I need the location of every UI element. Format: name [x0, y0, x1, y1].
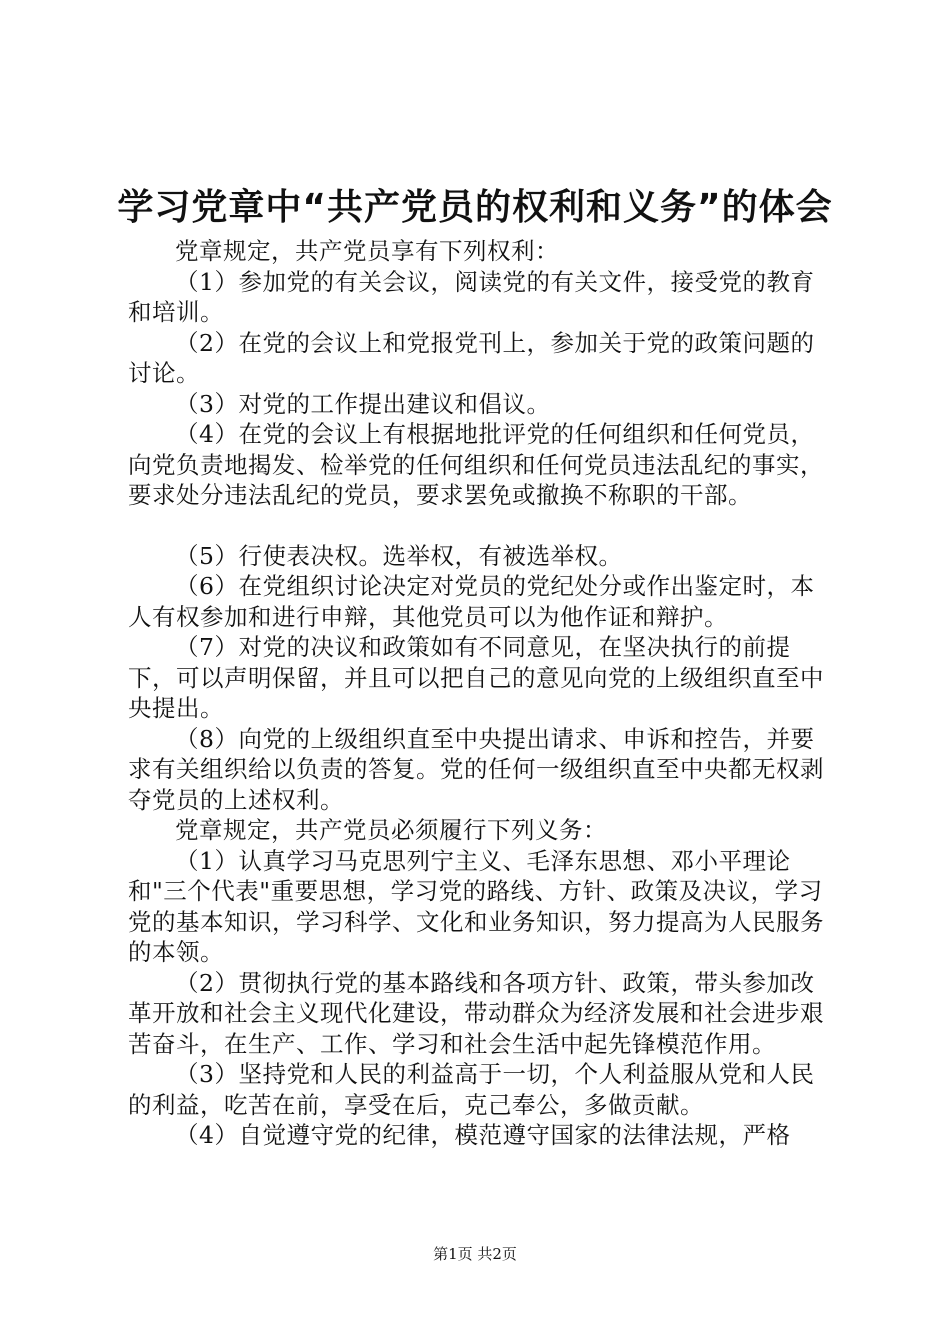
page-footer: 第1页 共2页 [433, 1245, 517, 1263]
paragraph: （1）参加党的有关会议，阅读党的有关文件，接受党的教育和培训。 [128, 267, 815, 326]
paragraph: （4）在党的会议上有根据地批评党的任何组织和任何党员，向党负责地揭发、检举党的任何组织和任何党员违法乱纪的事实，要求处分违法乱纪的党员，要求罢免或撤换不称职的干部。 [128, 420, 824, 509]
document-title: 学习党章中“共产党员的权利和义务”的体会 [117, 187, 833, 228]
paragraph: （6）在党组织讨论决定对党员的党纪处分或作出鉴定时，本人有权参加和进行申辩，其他党员可以为他作证和辩护。 [128, 572, 815, 631]
paragraph: （3）坚持党和人民的利益高于一切，个人利益服从党和人民的利益，吃苦在前，享受在后，克己奉公，多做贡献。 [128, 1060, 815, 1119]
paragraph: （3）对党的工作提出建议和倡议。 [175, 389, 551, 418]
paragraph: （2）贯彻执行党的基本路线和各项方针、政策，带头参加改革开放和社会主义现代化建设，带动群众为经济发展和社会进步艰苦奋斗，在生产、工作、学习和社会生活中起先锋模范作用。 [128, 968, 824, 1058]
paragraph: 党章规定，共产党员享有下列权利： [175, 237, 559, 265]
paragraph: （7）对党的决议和政策如有不同意见，在坚决执行的前提下，可以声明保留，并且可以把自己的意见向党的上级组织直至中央提出。 [128, 633, 824, 722]
paragraph: 党章规定，共产党员必须履行下列义务： [175, 816, 607, 844]
paragraph: （1）认真学习马克思列宁主义、毛泽东思想、邓小平理论和"三个代表"重要思想，学习党的路线、方针、政策及决议，学习党的基本知识，学习科学、文化和业务知识，努力提高为人民服务的本领。 [128, 846, 824, 966]
paragraph: （8）向党的上级组织直至中央提出请求、申诉和控告，并要求有关组织给以负责的答复。党的任何一级组织直至中央都无权剥夺党员的上述权利。 [128, 724, 824, 814]
paragraph: （5）行使表决权。选举权，有被选举权。 [175, 541, 623, 570]
paragraph: （4）自觉遵守党的纪律，模范遵守国家的法律法规，严格 [175, 1121, 791, 1149]
paragraph: （2）在党的会议上和党报党刊上，参加关于党的政策问题的讨论。 [128, 328, 815, 387]
document-body [128, 236, 830, 1151]
